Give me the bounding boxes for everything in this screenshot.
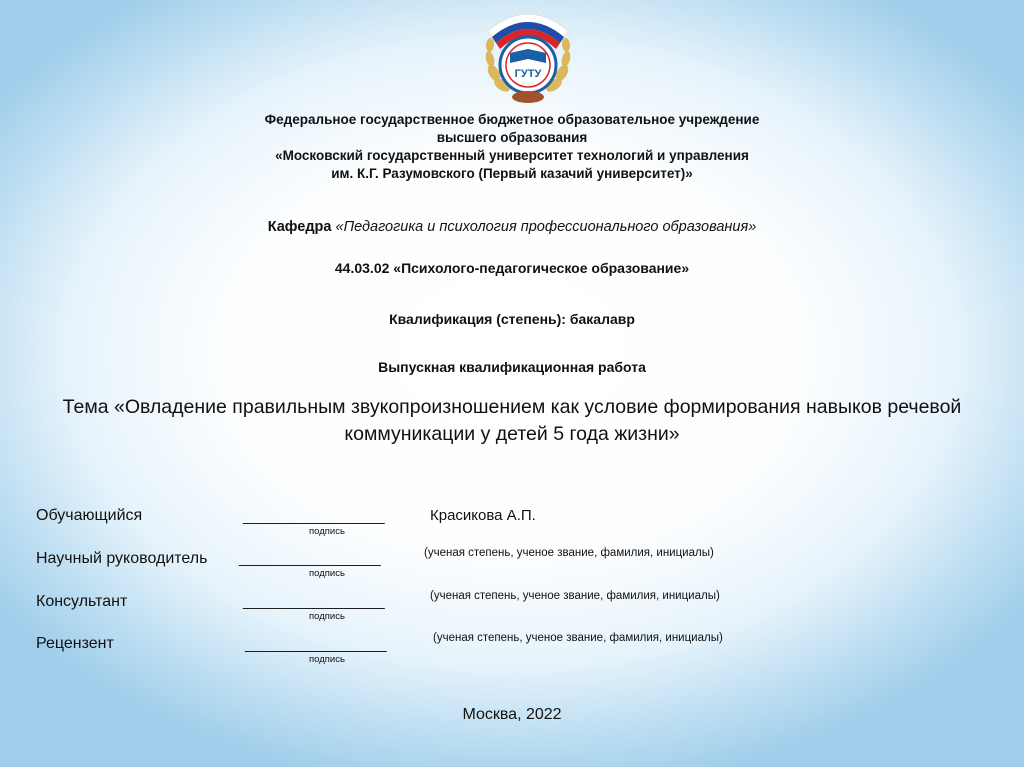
header-line-1: Федеральное государственное бюджетное образовательное учреждение (264, 112, 760, 127)
university-logo (476, 3, 580, 107)
reviewer-info: (ученая степень, ученое звание, фамилия, инициалы) (433, 632, 723, 644)
department-label: Кафедра (267, 219, 332, 235)
topic-line-1: Тема «Овладение правильным звукопроизношением как условие формирования навыков речевой (62, 396, 962, 418)
student-name: Красикова А.П. (430, 507, 536, 524)
consultant-signature-line: __________________ (243, 593, 385, 610)
consultant-info: (ученая степень, ученое звание, фамилия, инициалы) (430, 590, 720, 602)
reviewer-signature-caption: подпись (309, 654, 345, 665)
student-signature-caption: подпись (309, 526, 345, 537)
thesis-topic (0, 394, 1024, 448)
reviewer-signature-line: __________________ (245, 636, 387, 653)
work-type: Выпускная квалификационная работа (378, 359, 646, 375)
consultant-label: Консультант (36, 593, 128, 610)
header-line-3: «Московский государственный университет технологий и управления (275, 148, 749, 163)
topic-line-2: коммуникации у детей 5 года жизни» (344, 423, 680, 445)
logo-text: ГУТУ (514, 68, 542, 80)
supervisor-info: (ученая степень, ученое звание, фамилия, инициалы) (424, 547, 714, 559)
specialty: 44.03.02 «Психолого-педагогическое образование» (334, 260, 690, 276)
header-line-4: им. К.Г. Разумовского (Первый казачий университет)» (331, 166, 693, 181)
supervisor-signature-line: __________________ (239, 550, 381, 567)
department (0, 219, 1024, 235)
qualification: Квалификация (степень): бакалавр (389, 311, 635, 327)
city-year: Москва, 2022 (462, 706, 562, 723)
consultant-signature-caption: подпись (309, 611, 345, 622)
student-label: Обучающийся (36, 507, 143, 524)
header-line-2: высшего образования (436, 130, 588, 145)
supervisor-signature-caption: подпись (309, 568, 345, 579)
department-name: «Педагогика и психология профессионального образования» (335, 219, 757, 235)
institution-header (0, 111, 1024, 183)
supervisor-label: Научный руководитель (36, 550, 208, 567)
student-signature-line: __________________ (243, 508, 385, 525)
reviewer-label: Рецензент (36, 635, 114, 652)
